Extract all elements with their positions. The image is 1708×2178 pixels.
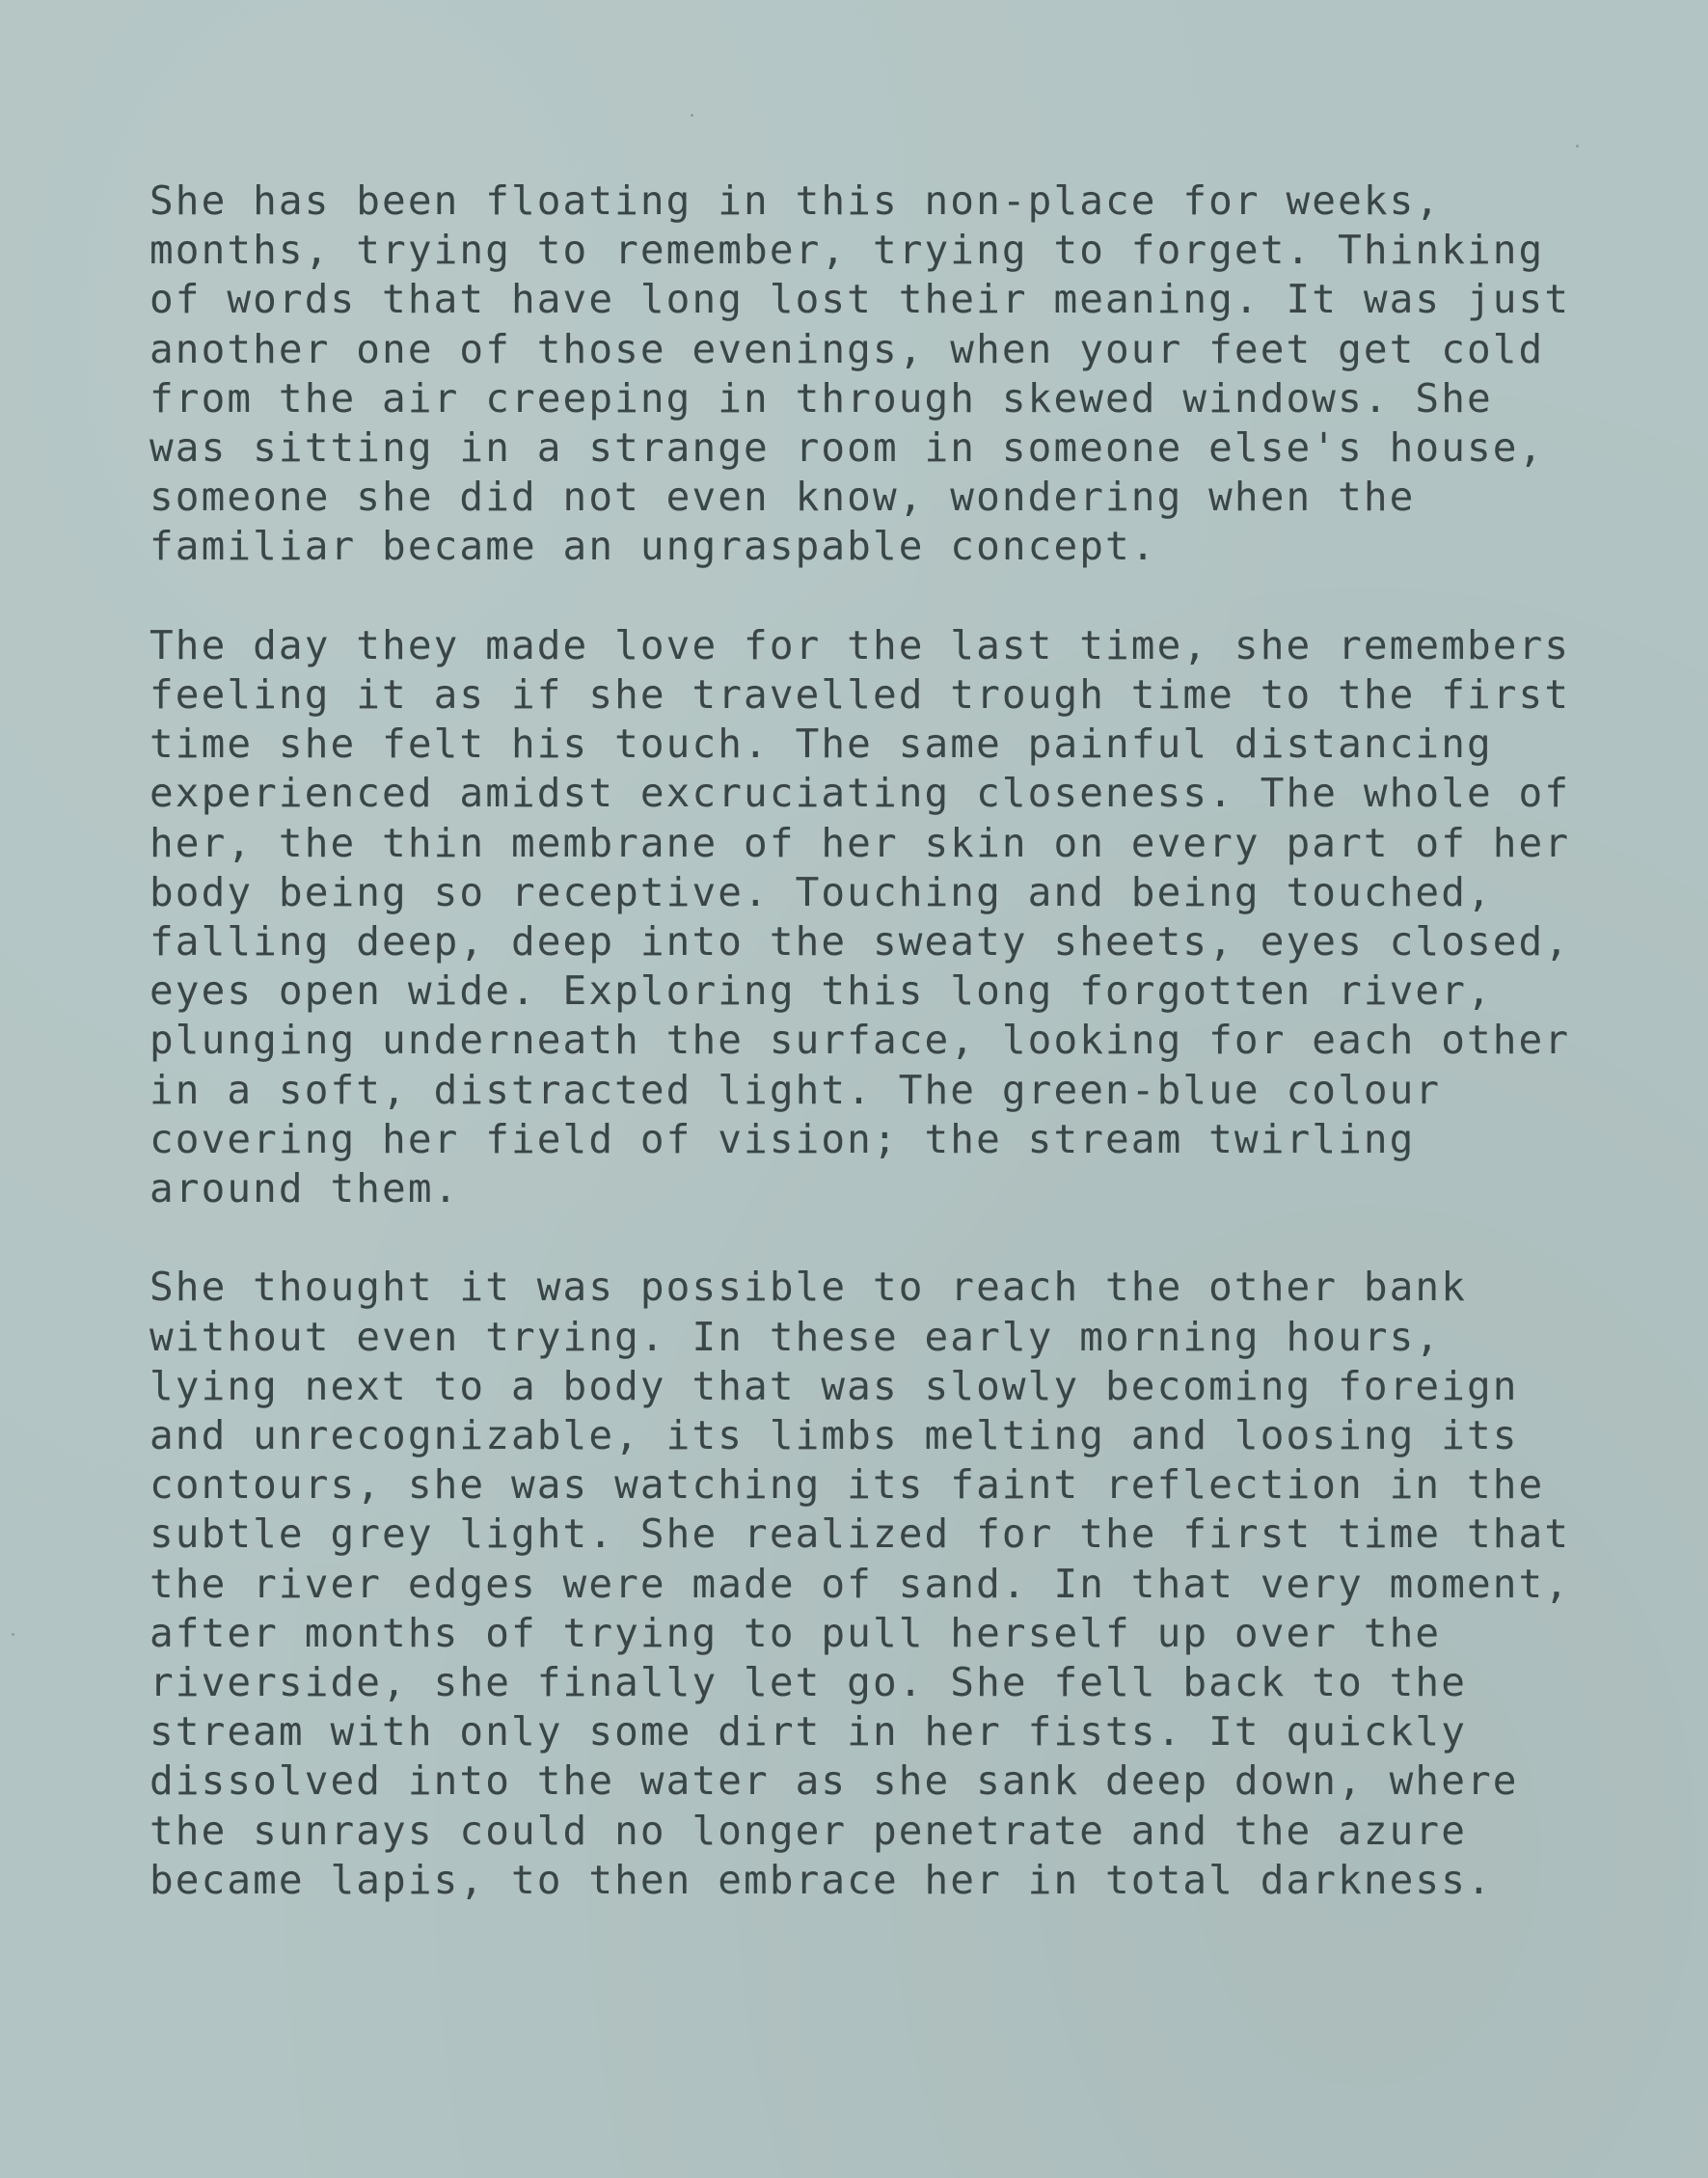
text-line: dissolved into the water as she sank deep down, where <box>149 1757 1519 1805</box>
text-line: of words that have long lost their meaning. It was just <box>149 276 1571 323</box>
text-line: without even trying. In these early morning hours, <box>149 1313 1442 1360</box>
text-line: around them. <box>149 1165 460 1212</box>
body-text <box>149 177 1615 1905</box>
text-line: feeling it as if she travelled trough time to the first <box>149 671 1571 719</box>
paragraph-3 <box>149 1263 1615 1905</box>
text-line: and unrecognizable, its limbs melting and loosing its <box>149 1412 1519 1459</box>
text-line: She thought it was possible to reach the other bank <box>149 1264 1467 1311</box>
text-line: The day they made love for the last time, she remembers <box>149 621 1571 668</box>
text-line: time she felt his touch. The same painful distancing <box>149 721 1493 768</box>
text-line: stream with only some dirt in her fists. It quickly <box>149 1708 1467 1756</box>
text-line: subtle grey light. She realized for the first time that <box>149 1511 1571 1558</box>
text-line: familiar became an ungraspable concept. <box>149 523 1157 570</box>
text-line: months, trying to remember, trying to forget. Thinking <box>149 227 1545 274</box>
text-line: eyes open wide. Exploring this long forgotten river, <box>149 967 1493 1015</box>
text-line: in a soft, distracted light. The green-blue colour <box>149 1066 1442 1113</box>
paper-speck <box>1576 145 1579 148</box>
text-line: body being so receptive. Touching and being touched, <box>149 868 1493 915</box>
text-line: plunging underneath the surface, looking for each other <box>149 1017 1571 1064</box>
paragraph-1 <box>149 177 1615 572</box>
text-line: lying next to a body that was slowly becoming foreign <box>149 1362 1519 1409</box>
text-line: experienced amidst excruciating closeness. The whole of <box>149 770 1571 817</box>
text-line: the sunrays could no longer penetrate and the azure <box>149 1807 1467 1854</box>
text-line: She has been floating in this non-place for weeks, <box>149 177 1442 224</box>
paragraph-2 <box>149 621 1615 1213</box>
text-line: someone she did not even know, wondering when the <box>149 474 1416 521</box>
text-line: covering her field of vision; the stream twirling <box>149 1115 1416 1162</box>
text-line: the river edges were made of sand. In that very moment, <box>149 1560 1571 1607</box>
text-line: contours, she was watching its faint reflection in the <box>149 1461 1545 1509</box>
text-line: her, the thin membrane of her skin on every part of her <box>149 819 1571 866</box>
paper-speck <box>691 114 693 117</box>
text-line: another one of those evenings, when your feet get cold <box>149 325 1545 372</box>
text-line: was sitting in a strange room in someone else's house, <box>149 424 1545 472</box>
text-line: riverside, she finally let go. She fell back to the <box>149 1659 1467 1706</box>
text-line: from the air creeping in through skewed windows. She <box>149 374 1493 422</box>
text-line: became lapis, to then embrace her in total darkness. <box>149 1856 1493 1903</box>
paper-speck <box>12 1633 14 1636</box>
text-line: after months of trying to pull herself up over the <box>149 1609 1442 1656</box>
text-line: falling deep, deep into the sweaty sheets, eyes closed, <box>149 918 1571 966</box>
